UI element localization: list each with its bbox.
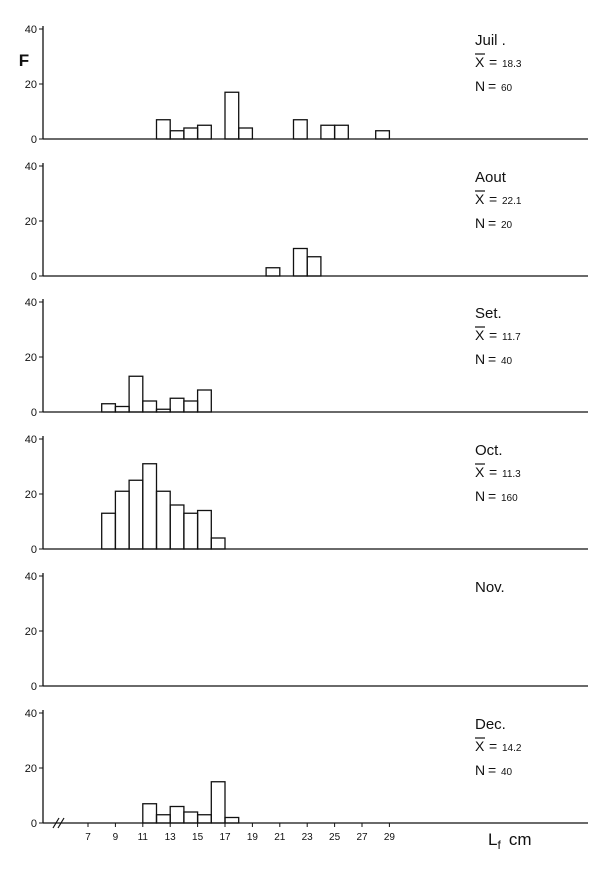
n-value: 60 xyxy=(501,83,513,94)
histogram-bar xyxy=(294,249,308,277)
histogram-bar xyxy=(143,401,157,412)
y-tick-label: 0 xyxy=(30,544,37,556)
x-axis-label xyxy=(488,830,531,852)
mean-value: 14.2 xyxy=(502,743,522,754)
n-value: 40 xyxy=(501,767,513,778)
mean-symbol: X xyxy=(475,54,485,70)
histogram-bar xyxy=(143,464,157,549)
y-tick-label: 20 xyxy=(24,79,37,91)
x-axis-label-unit: cm xyxy=(508,830,532,849)
y-tick-label: 20 xyxy=(24,216,37,228)
histogram-bar xyxy=(170,505,184,549)
x-tick-label: 29 xyxy=(383,832,395,843)
x-tick-label: 25 xyxy=(329,832,341,843)
x-tick-label: 15 xyxy=(192,832,204,843)
histogram-bar xyxy=(239,128,253,139)
histogram-bar xyxy=(225,92,239,139)
histogram-bar xyxy=(115,407,129,413)
panel xyxy=(25,708,588,830)
n-symbol: N xyxy=(475,762,486,778)
mean-value: 11.3 xyxy=(502,469,521,480)
x-tick-label: 13 xyxy=(164,832,176,843)
x-tick-label: 17 xyxy=(219,832,231,843)
n-symbol: N xyxy=(475,351,486,367)
n-value: 40 xyxy=(501,356,513,367)
n-value: 160 xyxy=(501,493,518,504)
histogram-bar xyxy=(211,782,225,823)
histogram-bar xyxy=(184,812,198,823)
y-tick-label: 0 xyxy=(30,134,37,146)
y-tick-label: 0 xyxy=(30,818,37,830)
histogram-bar xyxy=(170,398,184,412)
panel xyxy=(19,24,588,146)
x-tick-label: 11 xyxy=(137,832,148,843)
n-symbol: N xyxy=(475,488,486,504)
y-tick-label: 40 xyxy=(24,708,37,720)
mean-value: 11.7 xyxy=(502,332,521,343)
month-label: Set. xyxy=(475,305,502,322)
histogram-bar xyxy=(294,120,308,139)
equals-sign: = xyxy=(488,351,497,367)
histogram-bar xyxy=(143,804,157,823)
histogram-bar xyxy=(376,131,390,139)
histogram-bar xyxy=(307,257,321,276)
histogram-bar xyxy=(198,390,212,412)
equals-sign: = xyxy=(489,54,498,70)
histogram-bar xyxy=(211,538,225,549)
panel xyxy=(25,571,588,693)
x-tick-label: 21 xyxy=(274,832,286,843)
equals-sign: = xyxy=(489,738,498,754)
y-tick-label: 40 xyxy=(24,434,37,446)
histogram-bar xyxy=(184,401,198,412)
y-tick-label: 0 xyxy=(30,271,37,283)
histogram-bar xyxy=(184,128,198,139)
x-axis-label-subscript: f xyxy=(497,838,501,852)
histogram-bar xyxy=(157,815,171,823)
y-tick-label: 20 xyxy=(24,763,37,775)
panels-group xyxy=(19,24,588,830)
x-tick-label: 9 xyxy=(112,832,119,843)
y-tick-label: 0 xyxy=(30,407,37,419)
histogram-bar xyxy=(157,409,171,412)
equals-sign: = xyxy=(488,78,497,94)
n-symbol: N xyxy=(475,215,486,231)
equals-sign: = xyxy=(488,762,497,778)
y-axis-label: F xyxy=(18,51,30,70)
n-value: 20 xyxy=(501,220,513,231)
x-tick-label: 23 xyxy=(301,832,313,843)
y-tick-label: 40 xyxy=(24,297,37,309)
histogram-bar xyxy=(157,491,171,549)
histogram-bar xyxy=(115,491,129,549)
n-symbol: N xyxy=(475,78,486,94)
month-label: Nov. xyxy=(475,579,505,596)
mean-symbol: X xyxy=(475,738,485,754)
histogram-bar xyxy=(198,125,212,139)
x-axis-label-main: L xyxy=(488,830,498,849)
histogram-bar xyxy=(266,268,280,276)
panel xyxy=(25,434,588,556)
equals-sign: = xyxy=(488,488,497,504)
y-tick-label: 40 xyxy=(24,24,37,36)
y-tick-label: 20 xyxy=(24,352,37,364)
histogram-bar xyxy=(198,511,212,550)
histogram-bar xyxy=(102,404,116,412)
y-tick-label: 20 xyxy=(24,489,37,501)
mean-value: 22.1 xyxy=(502,196,522,207)
histogram-bar xyxy=(198,815,212,823)
month-label: Dec. xyxy=(475,716,506,733)
histogram-bar xyxy=(225,818,239,824)
x-tick-label: 19 xyxy=(246,832,258,843)
month-label: Juil . xyxy=(475,32,506,49)
histogram-bar xyxy=(129,376,143,412)
equals-sign: = xyxy=(489,191,498,207)
histogram-bar xyxy=(129,480,143,549)
y-tick-label: 20 xyxy=(24,626,37,638)
x-tick-label: 7 xyxy=(85,832,91,843)
y-tick-label: 0 xyxy=(30,681,37,693)
histogram-bar xyxy=(170,807,184,824)
equals-sign: = xyxy=(489,464,498,480)
month-label: Oct. xyxy=(475,442,503,459)
equals-sign: = xyxy=(489,327,498,343)
histogram-bar xyxy=(170,131,184,139)
equals-sign: = xyxy=(488,215,497,231)
mean-symbol: X xyxy=(475,327,485,343)
histogram-bar xyxy=(335,125,349,139)
month-label: Aout xyxy=(475,169,506,186)
mean-symbol: X xyxy=(475,464,485,480)
mean-value: 18.3 xyxy=(502,59,522,70)
histogram-bar xyxy=(321,125,335,139)
y-tick-label: 40 xyxy=(24,571,37,583)
panel xyxy=(25,161,588,283)
y-tick-label: 40 xyxy=(24,161,37,173)
panel xyxy=(25,297,588,419)
histogram-bar xyxy=(184,513,198,549)
histogram-bar xyxy=(157,120,171,139)
x-tick-label: 27 xyxy=(356,832,368,843)
mean-symbol: X xyxy=(475,191,485,207)
histogram-bar xyxy=(102,513,116,549)
